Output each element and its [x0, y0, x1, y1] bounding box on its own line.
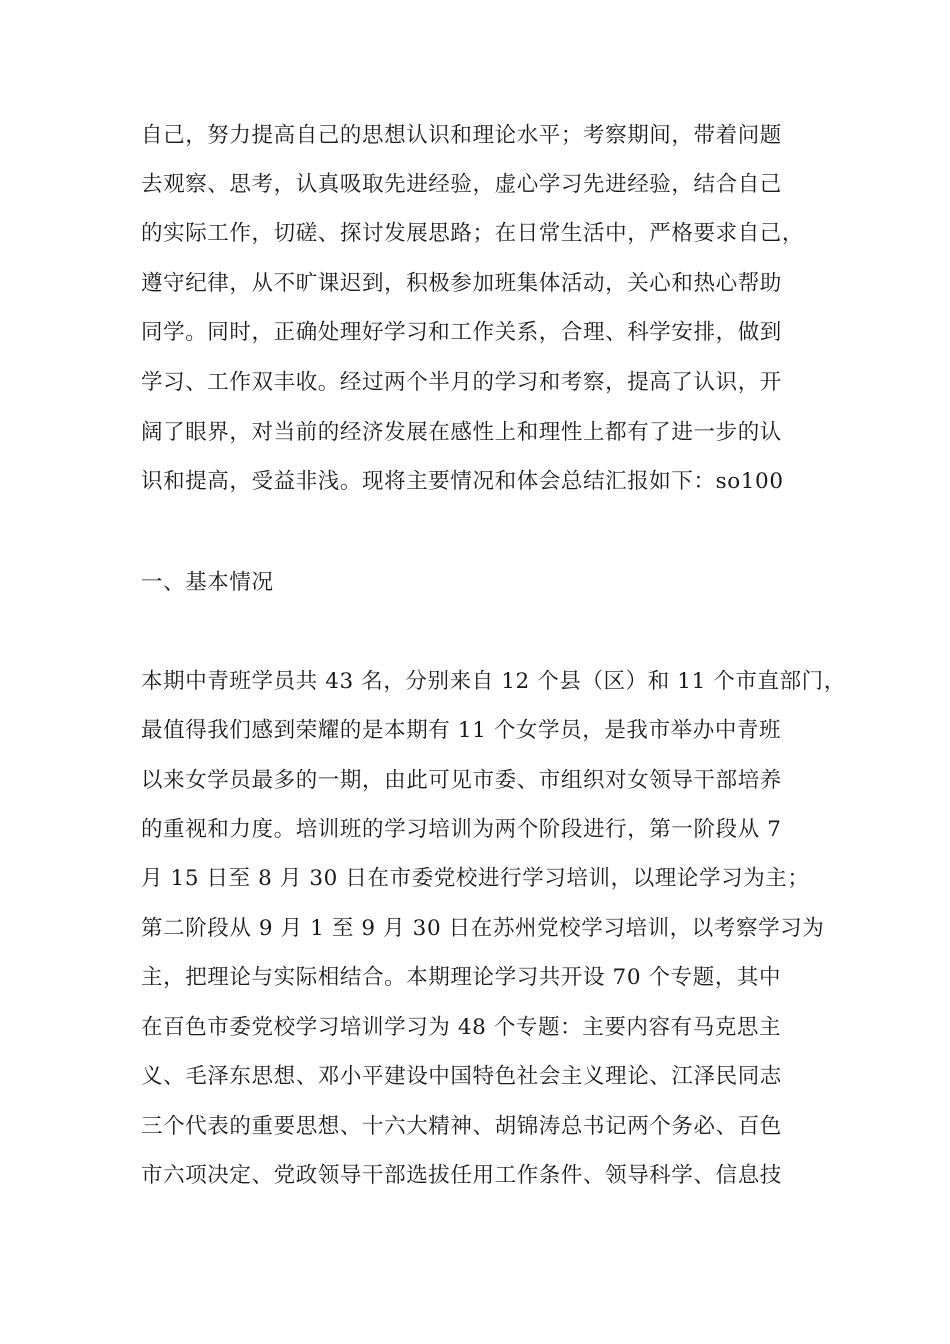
- text-line: 自己，努力提高自己的思想认识和理论水平；考察期间，带着问题: [141, 123, 782, 148]
- text-line: 在百色市委党校学习培训学习为 48 个专题：主要内容有马克思主: [141, 1015, 782, 1040]
- section-heading: 一、基本情况: [141, 570, 274, 595]
- text-line: 学习、工作双丰收。经过两个半月的学习和考察，提高了认识，开: [141, 370, 782, 395]
- text-line: 本期中青班学员共 43 名，分别来自 12 个县（区）和 11 个市直部门，: [141, 669, 846, 694]
- text-line: 的实际工作，切磋、探讨发展思路；在日常生活中，严格要求自己，: [141, 221, 805, 246]
- text-line: 第二阶段从 9 月 1 至 9 月 30 日在苏州党校学习培训，以考察学习为: [141, 916, 825, 941]
- text-line: 月 15 日至 8 月 30 日在市委党校进行学习培训，以理论学习为主；: [141, 866, 810, 891]
- text-line: 的重视和力度。培训班的学习培训为两个阶段进行，第一阶段从 7: [141, 817, 782, 842]
- text-line: 去观察、思考，认真吸取先进经验，虚心学习先进经验，结合自己: [141, 172, 782, 197]
- text-line: 最值得我们感到荣耀的是本期有 11 个女学员，是我市举办中青班: [141, 718, 782, 743]
- text-line: 遵守纪律，从不旷课迟到，积极参加班集体活动，关心和热心帮助: [141, 271, 782, 296]
- text-line: 三个代表的重要思想、十六大精神、胡锦涛总书记两个务必、百色: [141, 1114, 782, 1139]
- text-line: 同学。同时，正确处理好学习和工作关系，合理、科学安排，做到: [141, 320, 782, 345]
- text-line: 以来女学员最多的一期，由此可见市委、市组织对女领导干部培养: [141, 768, 782, 793]
- text-line: 义、毛泽东思想、邓小平建设中国特色社会主义理论、江泽民同志: [141, 1064, 782, 1089]
- text-line: 主，把理论与实际相结合。本期理论学习共开设 70 个专题，其中: [141, 965, 782, 990]
- text-line: 市六项决定、党政领导干部选拔任用工作条件、领导科学、信息技: [141, 1163, 782, 1188]
- text-line: 识和提高，受益非浅。现将主要情况和体会总结汇报如下：so100: [141, 469, 784, 494]
- text-line: 阔了眼界，对当前的经济发展在感性上和理性上都有了进一步的认: [141, 420, 782, 445]
